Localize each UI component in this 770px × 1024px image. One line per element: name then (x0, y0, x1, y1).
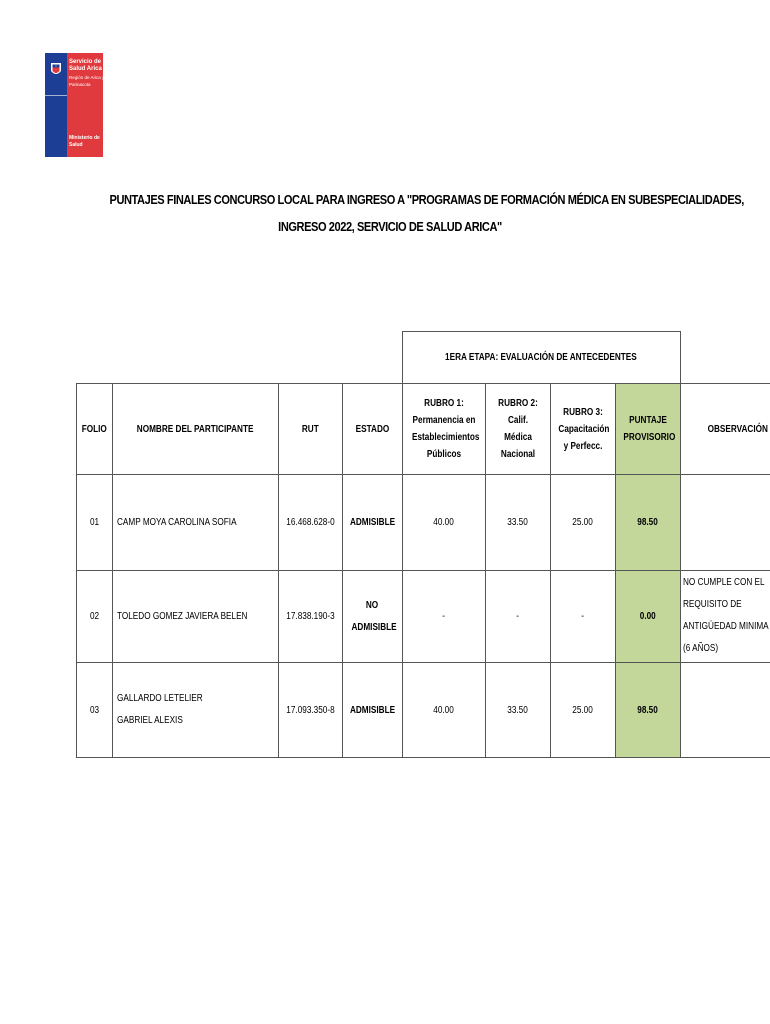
table-row (77, 571, 770, 663)
cell-puntaje: 98.50 (615, 663, 680, 758)
column-header-row (77, 384, 770, 475)
coat-of-arms-icon (49, 60, 63, 78)
cell-nombre: GALLARDO LETELIER GABRIEL ALEXIS (112, 663, 278, 758)
header-rubro1: RUBRO 1: Permanencia en Establecimientos Públicos (402, 384, 485, 475)
title-line-1: PUNTAJES FINALES CONCURSO LOCAL PARA INGRESO A "PROGRAMAS DE FORMACIÓN MÉDICA EN SUBESPECIALIDADES, (109, 192, 744, 207)
logo-region-name: Región de Arica y Parinacota (69, 75, 105, 87)
cell-estado: NO ADMISIBLE (342, 571, 402, 663)
header-observacion: OBSERVACIÓN (680, 384, 770, 475)
logo-ministry-name: Ministerio de Salud (69, 135, 100, 148)
table-row (77, 475, 770, 571)
logo-service-name: Servicio de Salud Arica (69, 59, 102, 72)
cell-folio: 03 (77, 663, 113, 758)
cell-rut: 16.468.628-0 (278, 475, 342, 571)
cell-puntaje: 0.00 (615, 571, 680, 663)
cell-estado: ADMISIBLE (342, 663, 402, 758)
header-rut: RUT (278, 384, 342, 475)
scores-table (76, 331, 770, 758)
cell-folio: 01 (77, 475, 113, 571)
logo-divider (45, 95, 67, 96)
cell-estado: ADMISIBLE (342, 475, 402, 571)
cell-rubro3: 25.00 (550, 475, 615, 571)
cell-rubro2: 33.50 (485, 475, 550, 571)
header-rubro2: RUBRO 2: Calif. Médica Nacional (485, 384, 550, 475)
header-folio: FOLIO (77, 384, 113, 475)
cell-nombre: TOLEDO GOMEZ JAVIERA BELEN (112, 571, 278, 663)
cell-puntaje: 98.50 (615, 475, 680, 571)
cell-rubro1: 40.00 (402, 663, 485, 758)
cell-rut: 17.838.190-3 (278, 571, 342, 663)
cell-rubro3: - (550, 571, 615, 663)
table-row (77, 663, 770, 758)
cell-observacion (680, 663, 770, 758)
cell-rubro2: - (485, 571, 550, 663)
header-estado: ESTADO (342, 384, 402, 475)
cell-rubro1: - (402, 571, 485, 663)
stage-header: 1ERA ETAPA: EVALUACIÓN DE ANTECEDENTES (402, 332, 680, 384)
cell-rubro2: 33.50 (485, 663, 550, 758)
cell-nombre: CAMP MOYA CAROLINA SOFIA (112, 475, 278, 571)
cell-folio: 02 (77, 571, 113, 663)
cell-observacion (680, 475, 770, 571)
header-rubro3: RUBRO 3: Capacitación y Perfecc. (550, 384, 615, 475)
title-line-2: INGRESO 2022, SERVICIO DE SALUD ARICA" (278, 219, 502, 234)
header-puntaje: PUNTAJE PROVISORIO (615, 384, 680, 475)
stage-header-row (77, 332, 770, 384)
cell-rut: 17.093.350-8 (278, 663, 342, 758)
cell-observacion: NO CUMPLE CON EL REQUISITO DE ANTIGÜEDAD MINIMA (6 AÑOS) (680, 571, 770, 663)
institution-logo (45, 53, 103, 157)
cell-rubro3: 25.00 (550, 663, 615, 758)
header-nombre: NOMBRE DEL PARTICIPANTE (112, 384, 278, 475)
cell-rubro1: 40.00 (402, 475, 485, 571)
document-title (109, 186, 744, 240)
